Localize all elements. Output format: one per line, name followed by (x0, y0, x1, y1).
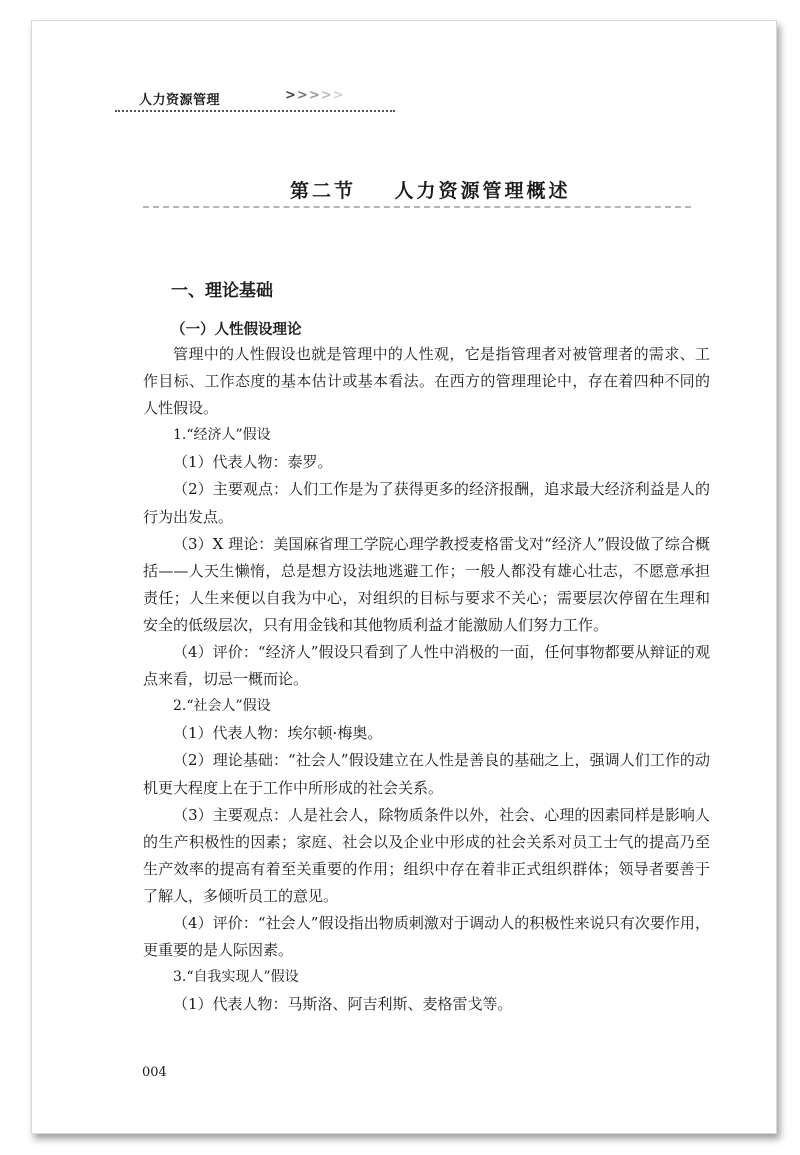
paragraph: （1）代表人物：泰罗。 (173, 453, 333, 472)
paragraph: （3）主要观点：人是社会人，除物质条件以外，社会、心理的因素同样是影响人的生产积极性的因素；家庭、社会以及企业中形成的社会关系对员工士气的提高乃至生产效率的提高有着至关重要的作用；组织中存在着非正式组织群体；领导者要善于了解人，多倾听员工的意见。 (143, 805, 710, 905)
paragraph: （1）代表人物：埃尔顿·梅奥。 (173, 724, 383, 743)
arrow-glyph: > (320, 88, 333, 103)
running-header-arrows-icon (285, 88, 345, 103)
subheading: 1.“经济人”假设 (173, 427, 271, 444)
paragraph: （2）理论基础：“社会人”假设建立在人性是善良的基础之上，强调人们工作的动机更大程度上在于工作中所形成的社会关系。 (143, 751, 710, 797)
paragraph: 管理中的人性假设也就是管理中的人性观，它是指管理者对被管理者的需求、工作目标、工作态度的基本估计或基本看法。在西方的管理理论中，存在着四种不同的人性假设。 (143, 345, 710, 418)
arrow-glyph: > (308, 88, 321, 103)
section-title: 第二节 人力资源管理概述 (290, 180, 571, 202)
paragraph: （4）评价：“社会人”假设指出物质刺激对于调动人的积极性来说只有次要作用，更重要的是人际因素。 (143, 913, 710, 960)
arrow-glyph: > (285, 88, 297, 103)
paragraph: （2）主要观点：人们工作是为了获得更多的经济报酬，追求最大经济利益是人的行为出发点。 (143, 480, 710, 526)
running-header-title: 人力资源管理 (139, 93, 221, 108)
running-header-dotted-rule (115, 110, 395, 112)
paragraph: （4）评价：“经济人”假设只看到了人性中消极的一面，任何事物都要从辩证的观点来看，切忌一概而论。 (143, 643, 710, 689)
running-header (115, 88, 395, 114)
subheading: 2.“社会人”假设 (173, 698, 271, 715)
subheading: 3.“自我实现人”假设 (173, 969, 299, 986)
heading-level-2: （一）人性假设理论 (171, 321, 302, 338)
section-title-rule (143, 206, 691, 208)
page-number: 004 (142, 1065, 167, 1080)
paragraph: （3）X 理论：美国麻省理工学院心理学教授麦格雷戈对“经济人”假设做了综合概括——人天生懒惰，总是想方设法地逃避工作；一般人都没有雄心壮志，不愿意承担责任；人生来便以自我为中心，对组织的目标与要求不关心；需要层次停留在生理和安全的低级层次，只有用金钱和其他物质利益才能激励人们努力工作。 (143, 534, 710, 634)
heading-level-1: 一、理论基础 (171, 281, 273, 301)
arrow-glyph: > (332, 88, 345, 103)
arrow-glyph: > (296, 88, 309, 103)
body-text (143, 341, 710, 1018)
paragraph: （1）代表人物：马斯洛、阿吉利斯、麦格雷戈等。 (173, 995, 513, 1014)
